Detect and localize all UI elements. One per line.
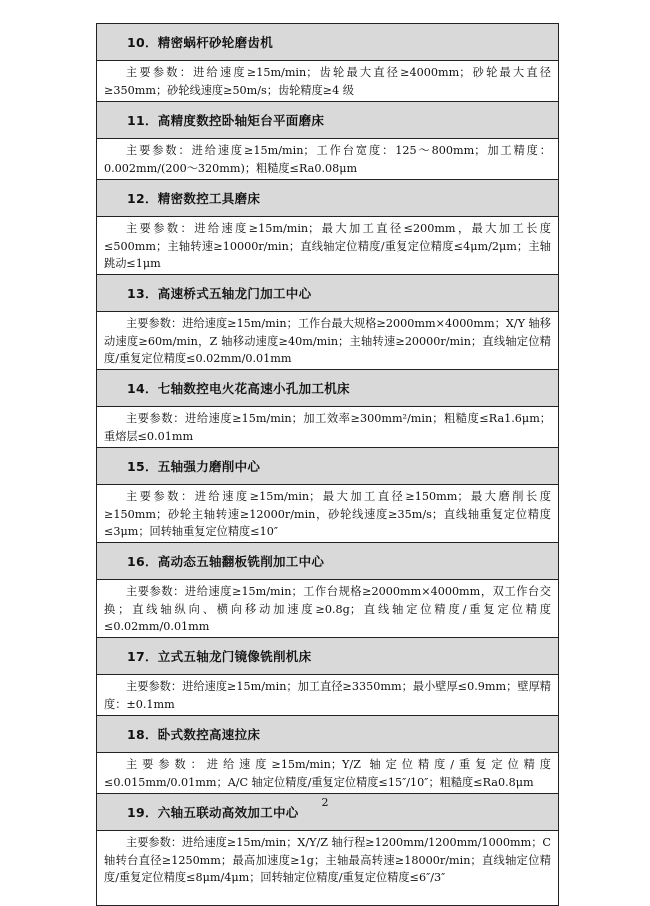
item-title: 18．卧式数控高速拉床 (97, 716, 558, 753)
item-title: 13．高速桥式五轴龙门加工中心 (97, 275, 558, 312)
item-params: 主要参数：进给速度≥15m/min；X/Y/Z 轴行程≥1200mm/1200mm/1000mm；C 轴转台直径≥1250mm；最高加速度≥1g；主轴最高转速≥18000r/min；直线轴定位精度/重复定位精度≤8μm/4μm；回转轴定位精度/重复定位精度≤6″/3″ (97, 831, 558, 906)
item-title: 11．高精度数控卧轴矩台平面磨床 (97, 102, 558, 139)
item-params: 主要参数：进给速度≥15m/min；齿轮最大直径≥4000mm；砂轮最大直径≥350mm；砂轮线速度≥50m/s；齿轮精度≥4 级 (97, 61, 558, 102)
item-params: 主要参数：进给速度≥15m/min；加工直径≥3350mm；最小壁厚≤0.9mm；壁厚精度：±0.1mm (97, 675, 558, 716)
item-title: 12．精密数控工具磨床 (97, 180, 558, 217)
equipment-table (96, 23, 559, 906)
item-title: 16．高动态五轴翻板铣削加工中心 (97, 543, 558, 580)
page-number: 2 (321, 796, 329, 809)
item-params: 主要参数：进给速度≥15m/min；工作台宽度：125～800mm；加工精度：0.002mm/(200～320mm)；粗糙度≤Ra0.08μm (97, 139, 558, 180)
item-title: 17．立式五轴龙门镜像铣削机床 (97, 638, 558, 675)
item-title: 14．七轴数控电火花高速小孔加工机床 (97, 370, 558, 407)
item-title: 15．五轴强力磨削中心 (97, 448, 558, 485)
item-params: 主要参数：进给速度≥15m/min；最大加工直径≥150mm；最大磨削长度≥150mm；砂轮主轴转速≥12000r/min，砂轮线速度≥35m/s；直线轴重复定位精度≤3μm；回转轴重复定位精度≤10″ (97, 485, 558, 543)
item-params: 主要参数：进给速度≥15m/min；Y/Z 轴定位精度/重复定位精度≤0.015mm/0.01mm；A/C 轴定位精度/重复定位精度≤15″/10″；粗糙度≤Ra0.8μm (97, 753, 558, 794)
item-params: 主要参数：进给速度≥15m/min；加工效率≥300mm²/min；粗糙度≤Ra1.6μm；重熔层≤0.01mm (97, 407, 558, 448)
item-params: 主要参数：进给速度≥15m/min；工作台规格≥2000mm×4000mm，双工作台交换；直线轴纵向、横向移动加速度≥0.8g；直线轴定位精度/重复定位精度≤0.02mm/0.01mm (97, 580, 558, 638)
item-params: 主要参数：进给速度≥15m/min；最大加工直径≤200mm，最大加工长度≤500mm；主轴转速≥10000r/min；直线轴定位精度/重复定位精度≤4μm/2μm；主轴跳动≤1μm (97, 217, 558, 275)
item-params: 主要参数：进给速度≥15m/min；工作台最大规格≥2000mm×4000mm；X/Y 轴移动速度≥60m/min，Z 轴移动速度≥40m/min；主轴转速≥20000r/min；直线轴定位精度/重复定位精度≤0.02mm/0.01mm (97, 312, 558, 370)
item-title: 19．六轴五联动高效加工中心 (97, 794, 558, 831)
item-title: 10．精密蜗杆砂轮磨齿机 (97, 24, 558, 61)
